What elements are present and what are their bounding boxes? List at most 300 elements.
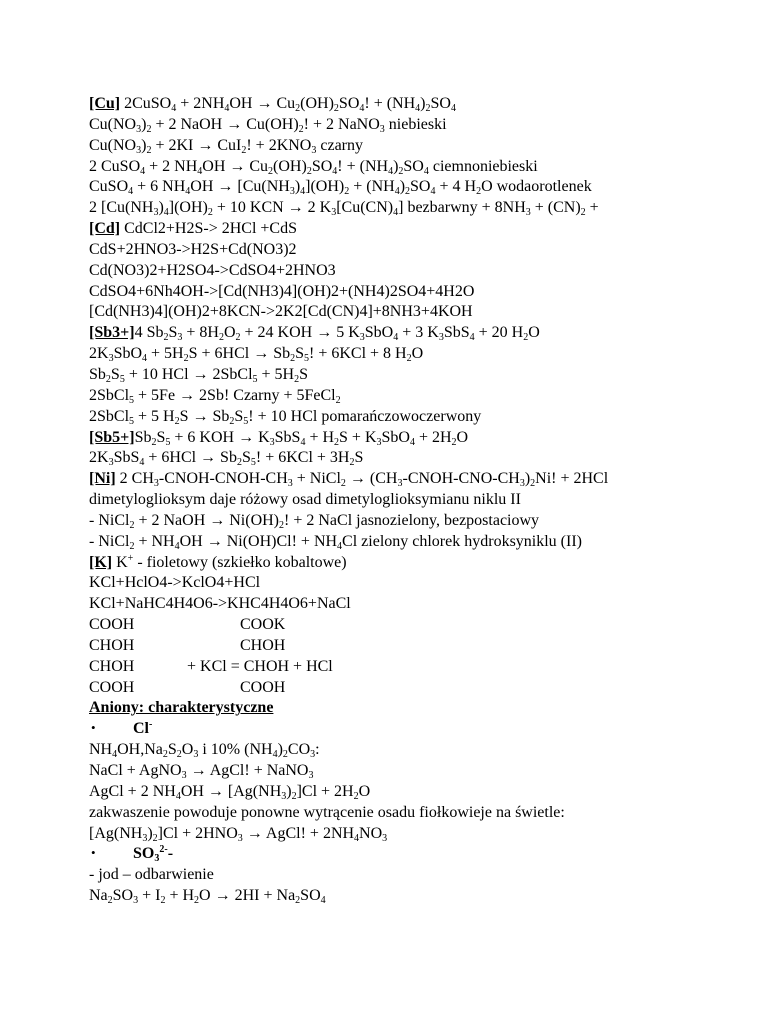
subscript: 2 [425, 103, 431, 114]
section-tag: [Ni] [89, 470, 116, 488]
subscript: 3 [269, 436, 275, 448]
text-run: -CNOH-CNOH-CH [158, 470, 288, 488]
subscript: 4 [393, 207, 399, 219]
subscript: 2 [349, 457, 355, 469]
subscript: 4 [409, 436, 415, 448]
subscript: 2 [398, 165, 404, 177]
text-run: OH → [Cu(NH [190, 178, 290, 196]
text-run: NaCl + AgNO [89, 762, 182, 779]
bullet-icon: • [91, 845, 96, 861]
text-run: SO [430, 95, 451, 112]
text-run: COOH [89, 616, 135, 634]
subscript: 2 [107, 895, 113, 907]
text-run: CdCl2+H2S-> 2HCl +CdS [120, 220, 297, 238]
text-run: S [168, 324, 178, 342]
text-run: S [234, 407, 244, 425]
text-line [89, 573, 759, 594]
subscript: 4 [171, 103, 177, 114]
subscript: 3 [237, 832, 243, 844]
text-run: O → 2HI + Na [199, 887, 296, 905]
subscript: 2 [176, 749, 182, 761]
document-text [89, 94, 759, 907]
subscript: 2 [335, 394, 341, 406]
text-run: ! + (NH [364, 95, 416, 112]
bullet-icon: • [91, 720, 96, 736]
text-run: [Cd(NH3)4](OH)2+8KCN->2K2[Cd(CN)4]+8NH3+4KOH [89, 303, 473, 321]
text-run: Na [89, 887, 108, 905]
text-run: - NiCl [89, 511, 130, 529]
text-run: SO [300, 887, 321, 905]
text-run: - [167, 845, 174, 863]
text-run: i 10% (NH [198, 741, 273, 759]
subscript: 3 [108, 457, 114, 469]
text-line [89, 282, 759, 303]
text-run: + (NH [349, 178, 395, 196]
text-run: + 6HCl → Sb [144, 449, 237, 467]
text-run: ) [141, 136, 147, 154]
text-run: NH [89, 741, 113, 759]
text-line [89, 115, 759, 136]
text-run: COOH [89, 678, 135, 696]
text-run: Aniony: charakterystyczne [89, 699, 274, 717]
text-line [89, 490, 759, 511]
subscript: 3 [359, 332, 365, 344]
text-run: ! + 2KNO [246, 136, 312, 154]
text-line [89, 678, 759, 699]
text-run: + 6 NH [133, 178, 186, 196]
subscript: 2 [340, 478, 346, 490]
subscript: 3 [153, 478, 159, 490]
text-run: ) [277, 741, 283, 759]
text-run: + NH [134, 532, 175, 550]
text-run: Cu(NO [89, 115, 137, 133]
subscript: 4 [415, 103, 421, 114]
subscript: 3 [153, 207, 159, 219]
text-run: (OH) [300, 95, 334, 112]
text-run: S [299, 365, 309, 383]
text-line [89, 261, 759, 282]
subscript: 2 [207, 207, 213, 219]
text-run: Cl zielony chlorek hydroksyniklu (II) [342, 532, 582, 550]
text-run: CuSO [89, 178, 129, 196]
text-run: ] bezbarwny + 8NH [398, 199, 526, 217]
subscript: 4 [332, 165, 338, 177]
subscript: 5 [129, 415, 135, 427]
text-run: ! + 6KCl + 8 H [309, 345, 407, 363]
text-run: CdS+2HNO3->H2S+Cd(NO3)2 [89, 240, 297, 258]
text-line [89, 94, 759, 115]
text-run: ) [286, 782, 292, 800]
text-run: + (CN) [530, 199, 581, 217]
subscript: 2 [306, 165, 312, 177]
subscript: 3 [310, 749, 316, 761]
text-line [89, 177, 759, 198]
section-tag: [Sb5+] [89, 428, 135, 446]
subscript: 2 [235, 332, 241, 344]
text-run: + 2 NaOH → Cu(OH) [151, 115, 299, 133]
text-run: ciemnoniebieski [428, 157, 538, 175]
text-run: ) [393, 157, 399, 175]
subscript: 3 [397, 478, 403, 490]
text-run: Sb [89, 365, 106, 383]
text-run: SO [133, 845, 155, 863]
text-run: SO [410, 178, 431, 196]
text-run: Cu(NO [89, 136, 137, 154]
section-tag: [K] [89, 553, 113, 571]
text-run: 2 [Cu(NH [89, 199, 154, 217]
text-run: niebieski [384, 115, 447, 133]
text-run: + 8H [182, 324, 219, 342]
subscript: 3 [308, 770, 314, 781]
subscript: 2 [476, 186, 482, 198]
subscript: 2 [282, 749, 288, 761]
subscript: 4 [112, 749, 118, 761]
text-run: : [315, 741, 320, 759]
text-line [89, 824, 759, 845]
subscript: 4 [185, 186, 191, 198]
text-line [89, 761, 759, 782]
text-run: 2SbCl [89, 407, 130, 425]
subscript: 3 [287, 478, 293, 490]
text-line [89, 344, 759, 365]
text-run: ]Cl + 2H [296, 782, 354, 800]
subscript: 4 [359, 103, 365, 114]
text-run: + 2NH [176, 95, 225, 112]
text-run: COOH [240, 678, 286, 696]
subscript: 2 [160, 895, 166, 907]
text-run: ) [147, 824, 153, 842]
superscript: - [149, 719, 153, 731]
text-run: ! + 10 HCl pomarańczowoczerwony [248, 407, 482, 425]
subscript: 3 [193, 749, 199, 761]
subscript: 2 [236, 457, 242, 469]
subscript: 2 [294, 373, 300, 385]
text-run: SbO [381, 428, 410, 446]
subscript: 3 [382, 832, 388, 844]
subscript: 4 [140, 165, 146, 177]
subscript: 3 [281, 790, 287, 802]
text-run: SbS [443, 324, 470, 342]
text-line [89, 157, 759, 178]
text-run: SO [338, 95, 360, 112]
subscript: 2 [406, 353, 412, 365]
subscript: 2 [334, 436, 340, 448]
text-run: O [528, 324, 540, 342]
text-run: + 5Fe → 2Sb! Czarny + 5FeCl [134, 386, 336, 404]
text-run: → AgCl! + NaNO [186, 762, 309, 779]
subscript: 2 [268, 165, 274, 177]
subscript: 5 [252, 373, 258, 385]
text-run: OH,Na [117, 741, 163, 759]
text-run: ) [141, 115, 147, 133]
text-line [89, 844, 759, 865]
text-run: CHOH [240, 636, 286, 654]
text-run: ) [420, 95, 426, 112]
text-line [89, 698, 759, 719]
subscript: 4 [430, 186, 436, 198]
text-line [89, 407, 759, 428]
text-run: ! + 2 NaCl jasnozielony, bezpostaciowy [284, 511, 540, 529]
text-run: + 10 HCl → 2SbCl [124, 365, 253, 383]
text-run: CO [287, 741, 311, 759]
text-run: ! + 2 NaNO [303, 115, 380, 133]
text-line [89, 365, 759, 386]
subscript: 2 [183, 353, 189, 365]
subscript: 2 [279, 519, 285, 531]
text-run: O wodaorotlenek [481, 178, 592, 196]
text-run: zakwaszenie powoduje ponowne wytrącenie osadu fiołkowieje na świetle: [89, 803, 565, 821]
text-run: ) [399, 178, 406, 196]
subscript: 4 [354, 832, 360, 844]
text-run: Ni! + 2HCl [535, 470, 609, 488]
text-run: NO [359, 824, 383, 842]
text-run: KCl+NaHC4H4O6->KHC4H4O6+NaCl [89, 595, 351, 613]
text-run: - jod – odbarwienie [89, 866, 214, 884]
subscript: 4 [163, 207, 169, 219]
text-run: OH → Ni(OH)Cl! + NH [179, 532, 338, 550]
text-run: + 10 KCN → 2 K [212, 199, 332, 217]
subscript: 3 [108, 353, 114, 365]
text-run: S [241, 449, 251, 467]
text-run: CHOH [89, 636, 135, 654]
text-run: S [295, 345, 304, 363]
subscript: 3 [136, 144, 142, 156]
text-run: + 2H [414, 428, 452, 446]
text-run: SbO [364, 324, 394, 342]
subscript: 5 [250, 457, 256, 469]
subscript: 2 [451, 436, 457, 448]
subscript: 2 [241, 144, 247, 156]
subscript: 3 [133, 895, 139, 907]
subscript: 4 [469, 332, 475, 344]
text-run: COOK [240, 616, 286, 634]
text-run: - NiCl [89, 532, 130, 550]
subscript: 2 [295, 895, 301, 907]
text-line [89, 428, 759, 449]
subscript: 2 [174, 415, 180, 427]
text-run: S [110, 365, 120, 383]
text-run: + 5H [147, 345, 184, 363]
text-run: 2K [89, 449, 109, 467]
subscript: 2 [152, 832, 158, 844]
subscript: 3 [311, 144, 317, 156]
text-run: SbS [113, 449, 140, 467]
text-run: SO [311, 157, 333, 175]
text-run: KCl+HclO4->KclO4+HCl [89, 574, 261, 592]
subscript: 5 [243, 415, 249, 427]
subscript: 3 [177, 332, 183, 344]
text-run: ) [158, 199, 164, 217]
subscript: 4 [320, 895, 326, 907]
text-run: + 2 NaOH → Ni(OH) [134, 511, 280, 529]
text-run: O [358, 782, 371, 800]
text-run: + KCl = CHOH + HCl [187, 657, 333, 675]
subscript: 2 [353, 790, 359, 802]
subscript: 2 [162, 749, 168, 761]
subscript: 4 [139, 457, 145, 469]
text-run: - fioletowy (szkiełko kobaltowe) [133, 553, 347, 571]
text-run: + H [305, 428, 335, 446]
subscript: 5 [129, 394, 135, 406]
subscript: 3 [142, 832, 148, 844]
text-run: + 2 NH [145, 157, 198, 175]
text-run: 2CuSO [120, 95, 172, 112]
text-run: SO [112, 887, 134, 905]
subscript: 4 [423, 165, 429, 177]
subscript: 3 [379, 123, 385, 135]
text-line [89, 594, 759, 615]
text-run: OH → [Ag(NH [180, 782, 282, 800]
text-line [89, 219, 759, 240]
text-run: → AgCl! + 2NH [242, 824, 355, 842]
text-run: + 24 KOH → 5 K [240, 324, 360, 342]
text-line [89, 469, 759, 490]
superscript: 2- [159, 844, 168, 856]
subscript: 2 [151, 436, 157, 448]
section-tag: [Cu] [89, 95, 121, 112]
text-run: S → Sb [179, 407, 230, 425]
text-run: OH → Cu [229, 95, 296, 112]
text-run: 4 Sb [134, 324, 164, 342]
subscript: 5 [119, 373, 125, 385]
subscript: 2 [105, 373, 111, 385]
subscript: 3 [525, 207, 531, 219]
subscript: 2 [523, 332, 529, 344]
subscript: 3 [181, 770, 187, 781]
subscript: 2 [194, 895, 200, 907]
text-run: 2K [89, 345, 109, 363]
text-line [89, 198, 759, 219]
text-run: [Cu(CN) [336, 199, 394, 217]
subscript: 2 [298, 123, 304, 135]
text-line [89, 386, 759, 407]
text-run: dimetyloglioksym daje różowy osad dimetyloglioksymianu niklu II [89, 491, 521, 509]
text-run: + 6 KOH → K [170, 428, 270, 446]
subscript: 4 [388, 165, 394, 177]
subscript: 2 [129, 519, 135, 531]
text-run: → (CH [345, 470, 398, 488]
subscript: 4 [272, 749, 278, 761]
text-run: czarny [316, 136, 363, 154]
superscript: + [127, 552, 134, 564]
text-line [89, 782, 759, 803]
text-run: K [112, 553, 128, 571]
text-run: O [181, 741, 194, 759]
text-line [89, 511, 759, 532]
text-run: S [354, 449, 364, 467]
text-run: ](OH) [305, 178, 345, 196]
subscript: 5 [165, 436, 171, 448]
text-run: [Ag(NH [89, 824, 143, 842]
text-run: Sb [134, 428, 152, 446]
text-line [89, 740, 759, 761]
text-run: AgCl + 2 NH [89, 782, 176, 800]
subscript: 3 [438, 332, 444, 344]
text-line [89, 553, 759, 574]
text-run: ) [524, 470, 531, 488]
text-run: SbS [274, 428, 301, 446]
text-run: Cd(NO3)2+H2SO4->CdSO4+2HNO3 [89, 261, 336, 279]
text-run: 2SbCl [89, 386, 130, 404]
subscript: 3 [136, 123, 142, 135]
subscript: 2 [146, 144, 152, 156]
text-run: + 20 H [474, 324, 524, 342]
text-line [89, 136, 759, 157]
text-run: O [223, 324, 236, 342]
subscript: 2 [218, 332, 224, 344]
text-line [89, 719, 759, 740]
text-run: ](OH) [168, 199, 208, 217]
subscript: 3 [519, 478, 525, 490]
text-run: CHOH [89, 657, 135, 675]
subscript: 4 [197, 165, 203, 177]
subscript: 4 [300, 186, 306, 198]
text-line [89, 615, 759, 636]
text-run: SO [403, 157, 424, 175]
subscript: 2 [290, 353, 296, 365]
subscript: 4 [394, 186, 400, 198]
subscript: 2 [333, 103, 339, 114]
text-line [89, 323, 759, 344]
subscript: 2 [405, 186, 411, 198]
text-run: SbO [113, 345, 143, 363]
subscript: 5 [304, 353, 309, 365]
text-line [89, 240, 759, 261]
text-run: ! + 6KCl + 3H [255, 449, 350, 467]
text-line [89, 636, 759, 657]
subscript: 2 [295, 103, 301, 114]
section-tag: [Cd] [89, 220, 121, 238]
text-run: + 5 H [134, 407, 175, 425]
text-run: 2 CuSO [89, 157, 141, 175]
text-run: + 2KI → CuI [151, 136, 242, 154]
text-run: S + K [339, 428, 377, 446]
subscript: 2 [291, 790, 297, 802]
subscript: 4 [450, 103, 456, 114]
subscript: 2 [163, 332, 169, 344]
subscript: 3 [376, 436, 382, 448]
text-run: + 4 H [435, 178, 477, 196]
text-run: OH → Cu [202, 157, 269, 175]
subscript: 4 [300, 436, 306, 448]
subscript: 3 [154, 853, 160, 865]
subscript: 4 [224, 103, 230, 114]
text-line [89, 865, 759, 886]
subscript: 3 [289, 186, 295, 198]
text-line [89, 886, 759, 907]
subscript: 4 [175, 790, 181, 802]
text-run: + NiCl [292, 470, 341, 488]
text-run: ) [294, 178, 301, 196]
text-run: 2 CH [115, 470, 154, 488]
subscript: 4 [393, 332, 399, 344]
subscript: 3 [331, 207, 337, 219]
text-run: S [167, 741, 177, 759]
section-tag: [Sb3+] [89, 324, 135, 342]
text-run: S + 6HCl → Sb [188, 345, 291, 363]
subscript: 2 [530, 478, 536, 490]
text-run: (OH) [273, 157, 307, 175]
text-run: -CNOH-CNO-CH [402, 470, 520, 488]
text-run: + [585, 199, 599, 217]
subscript: 2 [580, 207, 586, 219]
text-run: O [456, 428, 469, 446]
text-run: + I [138, 887, 161, 905]
subscript: 2 [129, 540, 135, 552]
subscript: 4 [174, 540, 180, 552]
text-run: ! + (NH [337, 157, 389, 175]
text-run: S [156, 428, 166, 446]
